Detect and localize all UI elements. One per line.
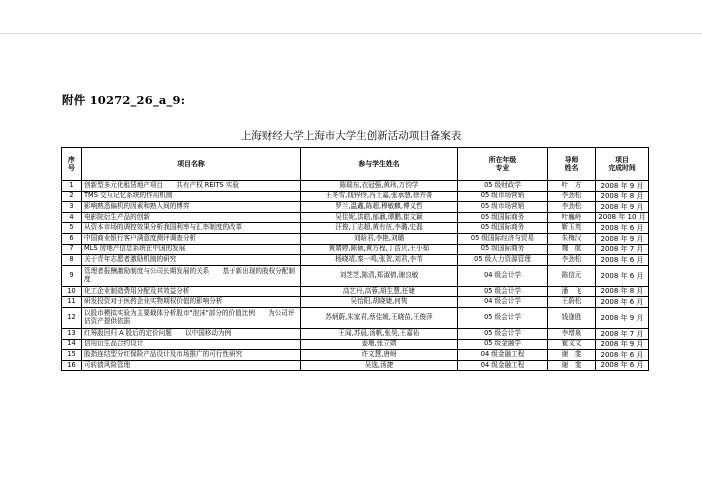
cell-project: 从资本市场的调控效果分析我国利率与汇率制度的改革: [82, 223, 301, 234]
cell-seq: 16: [62, 360, 82, 371]
cell-seq: 8: [62, 255, 82, 266]
cell-grade: 05 级市场营销: [458, 191, 548, 202]
cell-date: 2008 年 7 月: [596, 244, 649, 255]
cell-grade: 05 级金融学: [458, 339, 548, 350]
cell-seq: 10: [62, 286, 82, 297]
cell-project: 影响熟悉偏机的因素和熟人间的博弈: [82, 202, 301, 213]
cell-project: 可转债风险管理: [82, 360, 301, 371]
table-row: [62, 191, 649, 202]
attachment-label: 附件 10272_26_a_9:: [62, 93, 186, 107]
table-row: [62, 223, 649, 234]
cell-seq: 7: [62, 244, 82, 255]
table-row: [62, 244, 649, 255]
cell-advisor: 潘 飞: [548, 286, 596, 297]
cell-date: 2008 年 9 月: [596, 307, 649, 328]
cell-grade: 04 级会计学: [458, 265, 548, 286]
header-members: 参与学生姓名: [301, 148, 458, 181]
cell-project: 管理者报酬激励制度与公司长期发展的关系 基于新出现的股权分配制度: [82, 265, 301, 286]
cell-date: 2008 年 6 月: [596, 297, 649, 308]
cell-date: 2008 年 6 月: [596, 350, 649, 361]
cell-seq: 5: [62, 223, 82, 234]
cell-project: 关于青年志愿者激励机制的研究: [82, 255, 301, 266]
cell-grade: 05 级人力资源管理: [458, 255, 548, 266]
table-row: [62, 202, 649, 213]
cell-project: 信用衍生品合约设计: [82, 339, 301, 350]
cell-seq: 9: [62, 265, 82, 286]
cell-seq: 3: [62, 202, 82, 213]
cell-grade: 05 级国际商务: [458, 244, 548, 255]
cell-advisor: 叶 方: [548, 181, 596, 192]
cell-advisor: 霍文文: [548, 339, 596, 350]
cell-grade: 05 级国际经济与贸易: [458, 233, 548, 244]
cell-project: 以股市模拟实验为主要载体分析股市"泡沫"部分的价值比例 为公司评估资产提供依据: [82, 307, 301, 328]
cell-seq: 12: [62, 307, 82, 328]
cell-project: 中国商业银行客户满意度测评调查分析: [82, 233, 301, 244]
cell-advisor: 魏 航: [548, 244, 596, 255]
cell-grade: 04 级会计学: [458, 297, 548, 308]
table-row: [62, 350, 649, 361]
cell-advisor: 李劲松: [548, 202, 596, 213]
cell-members: 罗兰,温鑫,陈超,穆敏麒,傅义哲: [301, 202, 458, 213]
cell-date: 2008 年 9 月: [596, 202, 649, 213]
cell-grade: 05 级财政学: [458, 181, 548, 192]
cell-seq: 14: [62, 339, 82, 350]
cell-advisor: 谢 斐: [548, 360, 596, 371]
cell-advisor: 李增泉: [548, 328, 596, 339]
table-row: [62, 212, 649, 223]
cell-seq: 6: [62, 233, 82, 244]
header-grade: 所在年级 专业: [458, 148, 548, 181]
cell-members: 吴逸,汤捷: [301, 360, 458, 371]
cell-date: 2008 年 6 月: [596, 360, 649, 371]
cell-date: 2008 年 8 月: [596, 286, 649, 297]
cell-members: 许文慧,唐岈: [301, 350, 458, 361]
cell-project: 研发投资对于医药企业实物期权价值的影响分析: [82, 297, 301, 308]
cell-date: 2008 年 8 月: [596, 191, 649, 202]
table-row: [62, 265, 649, 286]
table-row: [62, 286, 649, 297]
cell-grade: 04 级金融工程: [458, 360, 548, 371]
cell-advisor: 李劲松: [548, 191, 596, 202]
cell-members: 高艺丹,高蓉,胡生慧,任婕: [301, 286, 458, 297]
cell-grade: 05 级国际商务: [458, 212, 548, 223]
cell-date: 2008 年 10 月: [596, 212, 649, 223]
cell-members: 黄婧婷,陈硕,黄方程,丁浩贝,王小茹: [301, 244, 458, 255]
table-header-row: [62, 148, 649, 181]
cell-members: 姜珊,张立婧: [301, 339, 458, 350]
cell-date: 2008 年 6 月: [596, 223, 649, 234]
cell-members: 刘晗君,李艳,刘璐: [301, 233, 458, 244]
cell-date: 2008 年 7 月: [596, 328, 649, 339]
table-row: [62, 181, 649, 192]
cell-seq: 2: [62, 191, 82, 202]
cell-members: 苏炳蔚,朱家君,蔡佳媛,王晓苗,王俊萍: [301, 307, 458, 328]
cell-grade: 05 级国际商务: [458, 223, 548, 234]
cell-date: 2008 年 9 月: [596, 233, 649, 244]
cell-advisor: 叶巍岭: [548, 212, 596, 223]
cell-date: 2008 年 9 月: [596, 181, 649, 192]
cell-project: TMS 交互记忆系统的作用机制: [82, 191, 301, 202]
project-registry-table: [61, 147, 649, 371]
cell-seq: 1: [62, 181, 82, 192]
cell-grade: 05 级市场营销: [458, 202, 548, 213]
cell-grade: 05 级会计学: [458, 307, 548, 328]
cell-members: 汪俊,丁志超,黄有伍,李璐,史磊: [301, 223, 458, 234]
cell-project: 电影院衍生产品的创新: [82, 212, 301, 223]
cell-project: 创新型多元化租赁地产项目 共有产权 REITS 实验: [82, 181, 301, 192]
header-seq: 序 号: [62, 148, 82, 181]
page-title: 上海财经大学上海市大学生创新活动项目备案表: [240, 130, 462, 142]
cell-members: 吴怡阳,胡晓婕,何隽: [301, 297, 458, 308]
cell-members: 王闻,苏晨,汤帆,张昊,王嘉佑: [301, 328, 458, 339]
cell-members: 刘芝芝,陈清,郑淑倩,谢良敏: [301, 265, 458, 286]
table-row: [62, 328, 649, 339]
cell-advisor: 钱逢胜: [548, 307, 596, 328]
header-advisor: 导师 姓名: [548, 148, 596, 181]
table-row: [62, 339, 649, 350]
table-row: [62, 307, 649, 328]
table-row: [62, 360, 649, 371]
cell-seq: 15: [62, 350, 82, 361]
cell-members: 陈瑞东,衣冠强,黄玮,万钧学: [301, 181, 458, 192]
cell-date: 2008 年 6 月: [596, 265, 649, 286]
cell-advisor: 谢 斐: [548, 350, 596, 361]
cell-project: 股指连结型分红保险产品设计及市场推广的可行性研究: [82, 350, 301, 361]
header-date: 项目 完成时间: [596, 148, 649, 181]
cell-advisor: 陈信元: [548, 265, 596, 286]
cell-members: 吴佳妮,洪皓,郁鼐,谭鹏,崔文颖: [301, 212, 458, 223]
cell-advisor: 朱梅汉: [548, 233, 596, 244]
cell-members: 杨晓靖,秦一鸣,张贺,刘君,李苇: [301, 255, 458, 266]
cell-members: 王冬雪,钱锌伶,冯士嘉,张承慧,徐卉菁: [301, 191, 458, 202]
cell-seq: 11: [62, 297, 82, 308]
cell-advisor: 王蔚松: [548, 297, 596, 308]
cell-grade: 05 级会计学: [458, 328, 548, 339]
cell-date: 2008 年 9 月: [596, 339, 649, 350]
table-row: [62, 233, 649, 244]
cell-project: MLS 房地产信息系统在中国的发展: [82, 244, 301, 255]
cell-grade: 05 级会计学: [458, 286, 548, 297]
cell-seq: 13: [62, 328, 82, 339]
cell-date: 2008 年 6 月: [596, 255, 649, 266]
cell-grade: 04 级金融工程: [458, 350, 548, 361]
table-row: [62, 255, 649, 266]
cell-advisor: 靳玉英: [548, 223, 596, 234]
header-project: 项目名称: [82, 148, 301, 181]
table-row: [62, 297, 649, 308]
cell-project: 化工企业制造费用分配及其效益分析: [82, 286, 301, 297]
cell-project: 红筹股回归 A 股后的定价问题 以中国移动为例: [82, 328, 301, 339]
cell-seq: 4: [62, 212, 82, 223]
top-divider: [0, 33, 702, 34]
cell-advisor: 李劲松: [548, 255, 596, 266]
